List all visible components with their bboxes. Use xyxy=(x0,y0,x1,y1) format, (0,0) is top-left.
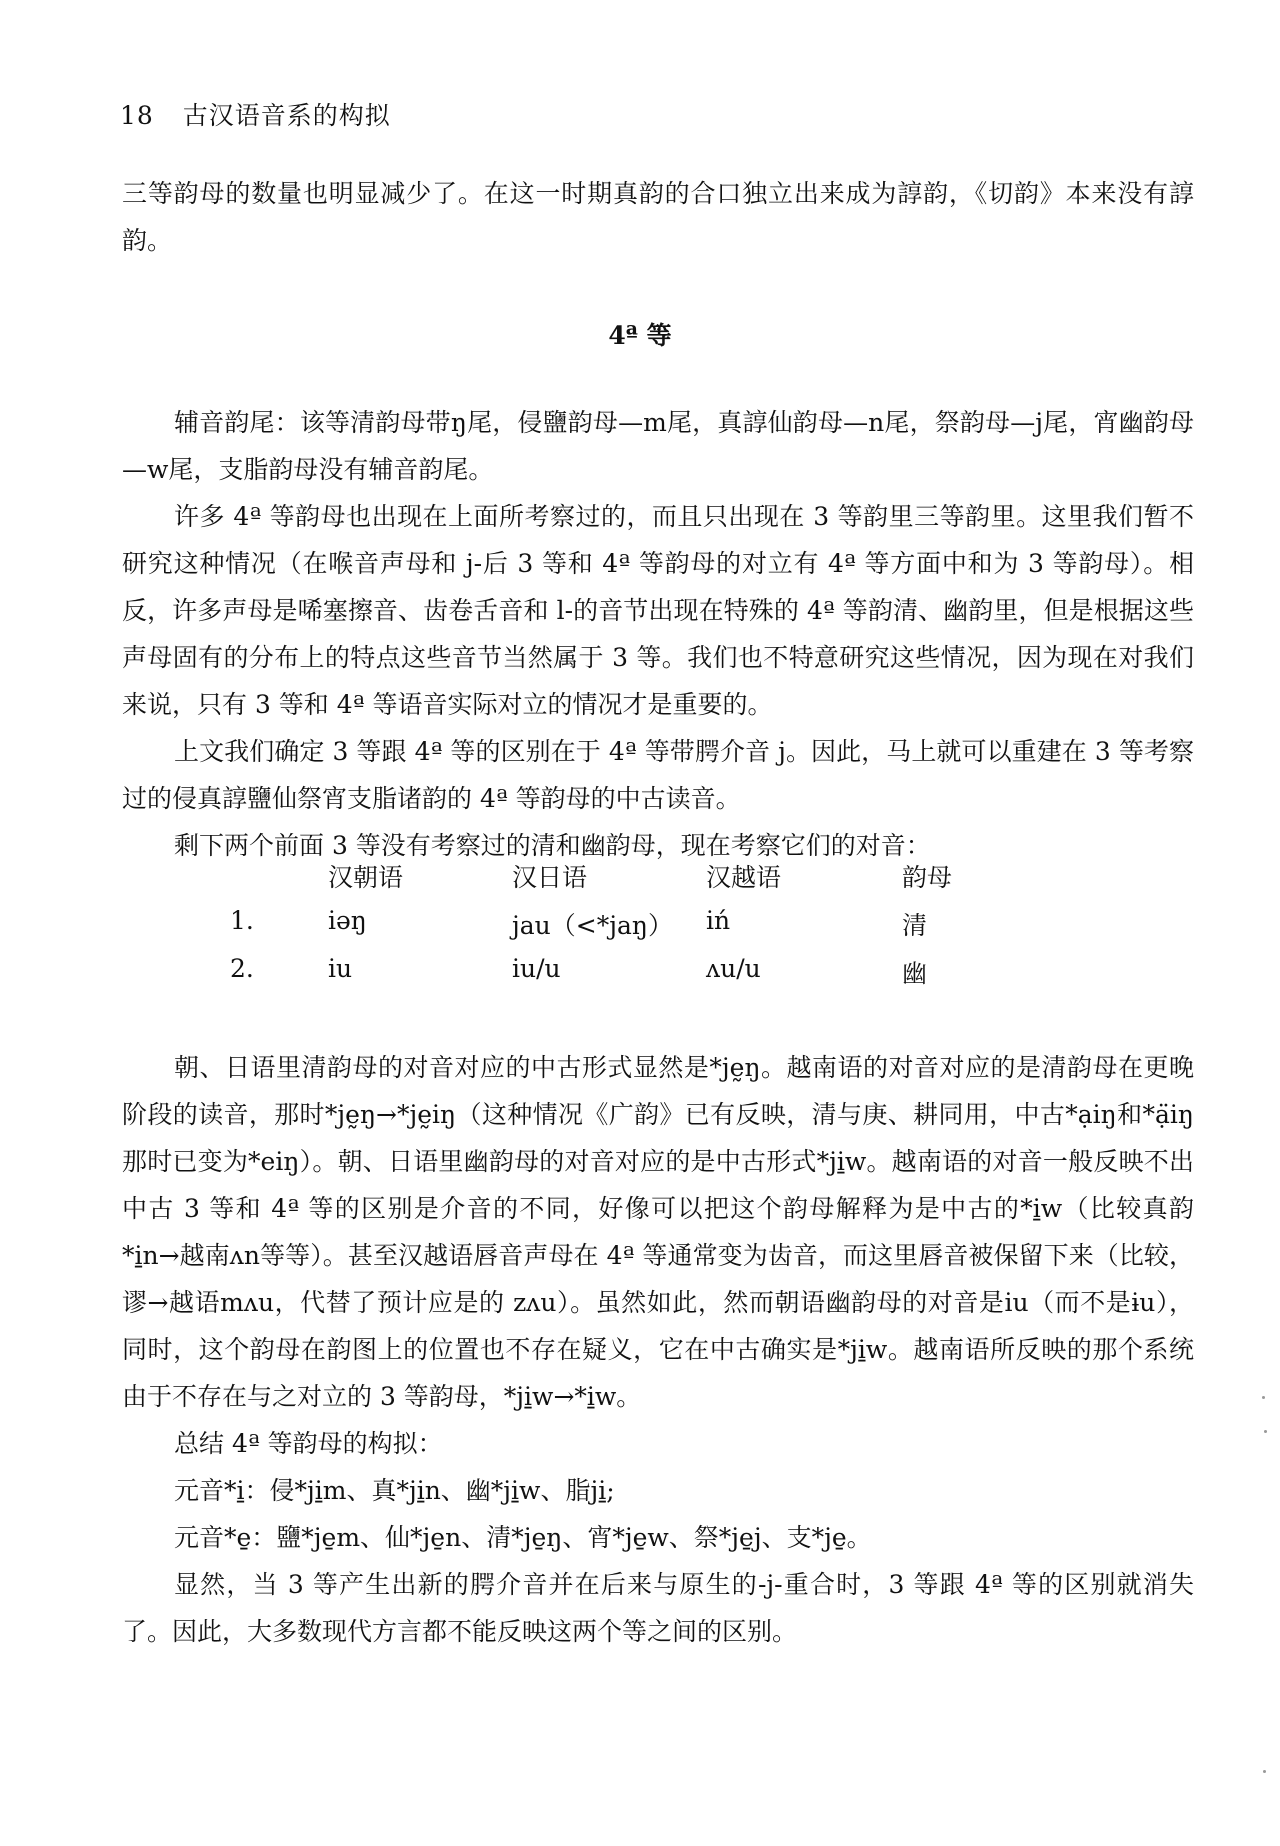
table-header-row xyxy=(230,858,1030,906)
body-paragraph: 朝、日语里清韵母的对音对应的中古形式显然是*jḛŋ。越南语的对音对应的是清韵母在更晚阶段的读音，那时*jḛŋ→*jḛiŋ（这种情况《广韵》已有反映，清与庚、耕同用，中古*ạiŋ和*ạ̈iŋ那时已变为*eiŋ）。朝、日语里幽韵母的对音对应的是中古形式*ji̱w。越南语的对音一般反映不出中古 3 等和 4ª 等的区别是介音的不同，好像可以把这个韵母解释为是中古的*i̱w（比较真韵*i̱n→越南ʌn等等）。甚至汉越语唇音声母在 4ª 等通常变为齿音，而这里唇音被保留下来（比较，谬→越语mʌu，代替了预计应是的 zʌu）。虽然如此，然而朝语幽韵母的对音是iu（而不是ɨu），同时，这个韵母在韵图上的位置也不存在疑义，它在中古确实是*ji̱w。越南语所反映的那个系统由于不存在与之对立的 3 等韵母，*ji̱w→*i̱w。 xyxy=(122,1053,1194,1411)
table-cell: 1. xyxy=(230,906,254,935)
body-paragraph: 元音*e̱：鹽*je̱m、仙*je̱n、清*je̱ŋ、宵*je̱w、祭*je̱j、支*je̱。 xyxy=(174,1523,872,1552)
scan-speck xyxy=(1264,1430,1267,1433)
table-cell: iəŋ xyxy=(328,906,367,935)
book-title: 古汉语音系的构拟 xyxy=(182,101,391,130)
running-header xyxy=(120,96,391,132)
table-cell: iu xyxy=(328,954,353,983)
body-paragraph: 许多 4ª 等韵母也出现在上面所考察过的，而且只出现在 3 等韵里三等韵里。这里我们暂不研究这种情况（在喉音声母和 j-后 3 等和 4ª 等韵母的对立有 4ª 等方面中和为 3 等韵母）。相反，许多声母是唏塞擦音、齿卷舌音和 l-的音节出现在特殊的 4ª 等韵清、幽韵里，但是根据这些声母固有的分布上的特点这些音节当然属于 3 等。我们也不特意研究这些情况，因为现在对我们来说，只有 3 等和 4ª 等语音实际对立的情况才是重要的。 xyxy=(122,502,1194,719)
body-paragraph: 显然，当 3 等产生出新的腭介音并在后来与原生的-j-重合时，3 等跟 4ª 等的区别就消失了。因此，大多数现代方言都不能反映这两个等之间的区别。 xyxy=(122,1570,1194,1646)
section-title: 4ª 等 xyxy=(608,321,672,350)
table-header-cell: 汉朝语 xyxy=(328,863,404,892)
table-cell: 2. xyxy=(230,954,254,983)
body-paragraph: 上文我们确定 3 等跟 4ª 等的区别在于 4ª 等带腭介音 j。因此，马上就可以重建在 3 等考察过的侵真諄鹽仙祭宵支脂诸韵的 4ª 等韵母的中古读音。 xyxy=(122,737,1194,813)
body-paragraph: 剩下两个前面 3 等没有考察过的清和幽韵母，现在考察它们的对音： xyxy=(174,831,931,860)
body-block xyxy=(122,399,1194,869)
table-cell: ʌu/u xyxy=(706,954,761,983)
body-paragraph: 总结 4ª 等韵母的构拟： xyxy=(174,1429,443,1458)
discussion-block xyxy=(122,1044,1194,1655)
table-cell: iń xyxy=(706,906,731,935)
body-paragraph: 元音*i̱：侵*ji̱m、真*ji̱n、幽*ji̱w、脂ji̱; xyxy=(174,1476,615,1505)
table-cell: 清 xyxy=(902,911,928,940)
table-cell: 幽 xyxy=(902,959,928,988)
intro-block xyxy=(122,170,1194,264)
scan-speck xyxy=(1263,1770,1266,1773)
table-header-cell: 汉越语 xyxy=(706,863,782,892)
table-cell: iu/u xyxy=(512,954,561,983)
table-header-cell: 汉日语 xyxy=(512,863,588,892)
page-number: 18 xyxy=(120,101,154,130)
intro-paragraph: 三等韵母的数量也明显减少了。在这一时期真韵的合口独立出来成为諄韵，《切韵》本来没有諄韵。 xyxy=(122,179,1194,255)
body-paragraph: 辅音韵尾：该等清韵母带ŋ尾，侵鹽韵母—m尾，真諄仙韵母—n尾，祭韵母—j尾，宵幽韵母—w尾，支脂韵母没有辅音韵尾。 xyxy=(122,408,1194,484)
table-header-cell: 韵母 xyxy=(902,863,953,892)
table-row xyxy=(230,954,1030,1002)
correspondence-table xyxy=(230,858,1030,1002)
table-row xyxy=(230,906,1030,954)
scan-speck xyxy=(1262,1396,1265,1399)
table-cell: jau（<*jaŋ） xyxy=(512,911,673,940)
